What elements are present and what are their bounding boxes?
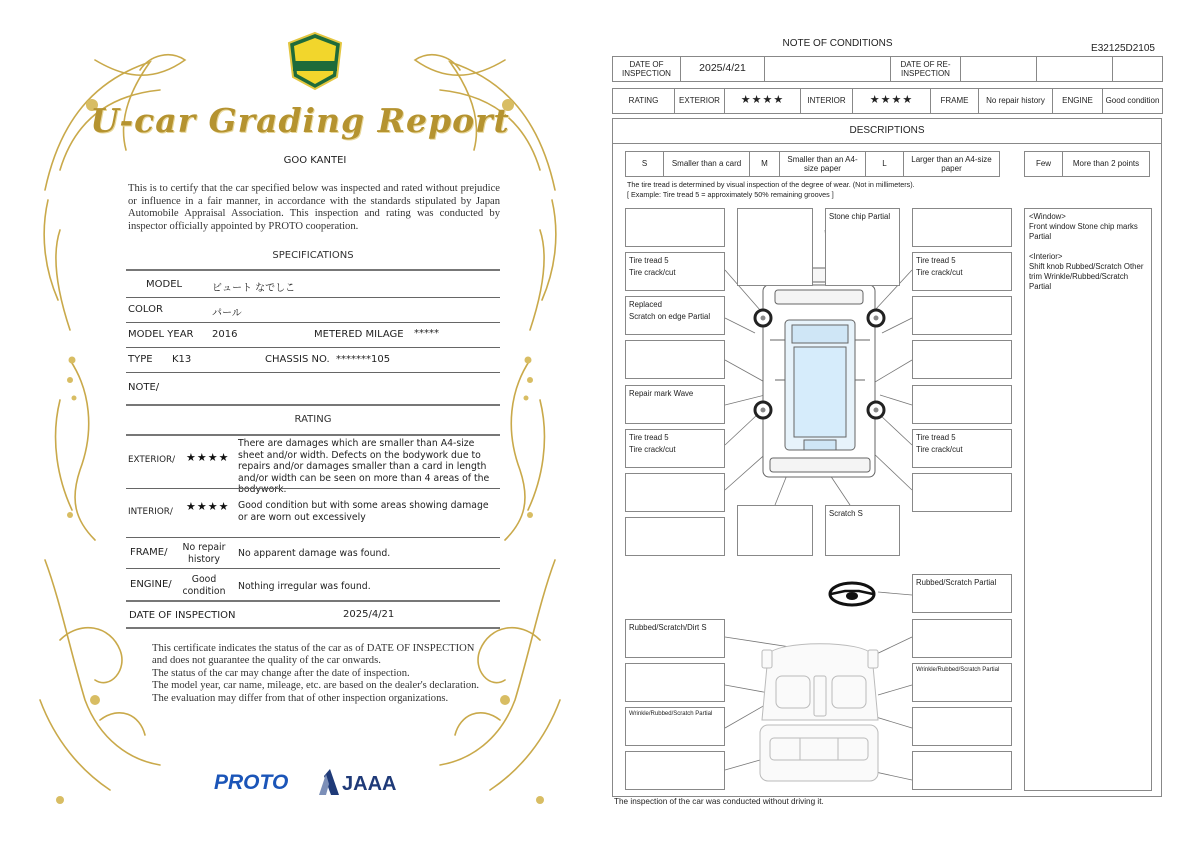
- interior-stars: ★★★★: [853, 89, 931, 114]
- footnote-line: This certificate indicates the status of the car as of DATE OF INSPECTION and does not guarantee the quality of the car onwards.: [152, 643, 475, 667]
- note-box-seat-right: [912, 663, 1012, 702]
- note-text: Wrinkle/Rubbed/Scratch Partial: [916, 667, 1000, 673]
- legend-m-desc: Smaller than an A4-size paper: [780, 152, 866, 177]
- not-driven-note: The inspection of the car was conducted without driving it.: [614, 797, 824, 806]
- note-box-empty: [625, 340, 725, 379]
- note-box-empty: [912, 473, 1012, 512]
- proto-logo: [214, 771, 288, 795]
- date-of-inspection-value: 2025/4/21: [343, 609, 395, 620]
- certificate-footnote: [152, 643, 482, 705]
- rating-label: RATING: [613, 89, 675, 114]
- descriptions-heading: DESCRIPTIONS: [612, 118, 1162, 144]
- jaaa-logo: JAAA: [342, 773, 397, 795]
- model-year-value: 2016: [212, 329, 238, 340]
- note-box-stone-chip: [825, 208, 900, 286]
- engine-value: Good condition: [1103, 89, 1163, 114]
- note-text: Tire tread 5: [629, 433, 669, 442]
- note-text: Rubbed/Scratch Partial: [916, 578, 997, 587]
- note-box-tire-front-left: [625, 252, 725, 291]
- frame-label: FRAME/: [130, 547, 168, 558]
- date-of-inspection-value: 2025/4/21: [681, 57, 765, 82]
- footnote-line: The model year, car name, mileage, etc. are based on the dealer's declaration.: [152, 680, 480, 692]
- color-value: パール: [212, 308, 242, 319]
- legend-few: Few: [1025, 152, 1063, 177]
- legend-m: M: [750, 152, 780, 177]
- legend-s: S: [626, 152, 664, 177]
- divider: [126, 434, 500, 436]
- note-text: Wrinkle/Rubbed/Scratch Partial: [629, 711, 713, 717]
- note-box-replaced: [625, 296, 725, 335]
- note-box-empty: [912, 751, 1012, 790]
- note-box-tire-front-right: [912, 252, 1012, 291]
- model-label: MODEL: [146, 279, 183, 290]
- divider: [126, 600, 500, 602]
- note-box-empty: [625, 473, 725, 512]
- report-code: E32125D2105: [1091, 43, 1155, 54]
- type-value: K13: [172, 354, 192, 365]
- exterior-label: EXTERIOR/: [128, 455, 176, 465]
- note-box-seat-left: [625, 707, 725, 746]
- note-box-empty: [625, 663, 725, 702]
- note-box-empty: [737, 208, 813, 286]
- date-of-inspection-label: DATE OF INSPECTION: [613, 57, 681, 82]
- note-box-scratch-s: [825, 505, 900, 556]
- divider: [126, 488, 500, 489]
- note-text: Stone chip Partial: [829, 212, 891, 221]
- frame-value: No repair history: [979, 89, 1053, 114]
- engine-label: ENGINE/: [130, 579, 172, 590]
- frame-description: No apparent damage was found.: [238, 548, 391, 559]
- interior-notes: [1029, 252, 1147, 292]
- window-notes-heading: <Window>: [1029, 212, 1066, 221]
- engine-value: Good condition: [182, 574, 226, 597]
- interior-description: Good condition but with some areas showing damage or are worn out excessively: [238, 500, 489, 523]
- window-notes: [1029, 212, 1147, 242]
- badge-icon: [287, 31, 343, 91]
- divider: [126, 297, 500, 298]
- conditions-title: NOTE OF CONDITIONS: [782, 38, 893, 49]
- note-box-empty: [737, 505, 813, 556]
- chassis-value: *******105: [336, 354, 391, 365]
- steering-wheel-icon: [830, 583, 874, 605]
- window-notes-text: Front window Stone chip marks Partial: [1029, 222, 1138, 241]
- rating-heading: RATING: [294, 414, 332, 425]
- note-box-empty: [625, 208, 725, 247]
- footnote-line: The status of the car may change after the date of inspection.: [152, 667, 410, 679]
- chassis-label: CHASSIS NO.: [265, 354, 330, 365]
- interior-label: INTERIOR/: [128, 507, 173, 517]
- note-text: Scratch on edge Partial: [629, 312, 711, 321]
- legend-s-desc: Smaller than a card: [664, 152, 750, 177]
- note-text: Tire crack/cut: [916, 445, 963, 454]
- note-text: Tire crack/cut: [629, 268, 676, 277]
- divider: [126, 322, 500, 323]
- note-text: Scratch S: [829, 509, 863, 518]
- note-text: Tire tread 5: [629, 256, 669, 265]
- interior-notes-heading: <Interior>: [1029, 252, 1063, 261]
- date-of-inspection-label: DATE OF INSPECTION: [129, 610, 236, 621]
- note-text: Replaced: [629, 300, 662, 309]
- note-box-dash: [625, 619, 725, 658]
- note-box-empty: [625, 751, 725, 790]
- footnote-line: The evaluation may differ from that of other inspection organizations.: [152, 692, 449, 704]
- exterior-stars: ★★★★: [186, 451, 230, 464]
- legend-few-desc: More than 2 points: [1063, 152, 1150, 177]
- frame-label: FRAME: [931, 89, 979, 114]
- divider: [126, 269, 500, 271]
- type-label: TYPE: [128, 354, 153, 365]
- report-title: U-car Grading Report: [90, 101, 510, 140]
- note-box-empty: [912, 208, 1012, 247]
- exterior-label: EXTERIOR: [675, 89, 725, 114]
- divider: [126, 404, 500, 406]
- divider: [126, 568, 500, 569]
- color-label: COLOR: [128, 304, 163, 315]
- note-box-tire-rear-left: [625, 429, 725, 468]
- note-box-steering: [912, 574, 1012, 613]
- exterior-stars: ★★★★: [725, 89, 801, 114]
- note-text: Tire crack/cut: [916, 268, 963, 277]
- model-value: ビュート なでしこ: [212, 283, 296, 294]
- tire-note-line: [ Example: Tire tread 5 = approximately 50% remaining grooves ]: [627, 189, 834, 199]
- specifications-heading: SPECIFICATIONS: [272, 250, 354, 261]
- note-box-empty: [912, 296, 1012, 335]
- divider: [126, 347, 500, 348]
- certify-text: This is to certify that the car specified below was inspected and rated without prejudice or influence in a fair manner, in accordance with the standards stipulated by Japan Automobile Appraisal Association. This inspection and rating was conducted by inspector officially appointed by PROTO cooperation.: [128, 183, 500, 232]
- note-box-empty: [625, 517, 725, 556]
- report-subtitle: GOO KANTEI: [283, 155, 347, 166]
- divider: [126, 537, 500, 538]
- legend-l: L: [866, 152, 904, 177]
- jaaa-logo-icon: [318, 768, 340, 796]
- proto-logo-text: PROTO: [214, 771, 289, 794]
- legend-l-desc: Larger than an A4-size paper: [904, 152, 1000, 177]
- note-box-repair-mark: [625, 385, 725, 424]
- tire-note-line: The tire tread is determined by visual inspection of the degree of wear. (Not in millimeters).: [627, 180, 915, 189]
- divider: [126, 372, 500, 373]
- note-box-tire-rear-right: [912, 429, 1012, 468]
- divider: [126, 627, 500, 629]
- mileage-value: *****: [414, 328, 439, 339]
- frame-value: No repair history: [182, 542, 226, 565]
- exterior-description: There are damages which are smaller than A4-size sheet and/or width. Defects on the bodywork due to repairs and/or damages smaller than a card in length and/or width can be seen on more than 4 areas of the bodywork.: [238, 438, 490, 496]
- interior-stars: ★★★★: [186, 500, 230, 513]
- interior-notes-text: Shift knob Rubbed/Scratch Other trim Wrinkle/Rubbed/Scratch Partial: [1029, 262, 1144, 291]
- additional-notes-panel: [1024, 208, 1152, 791]
- note-text: Tire tread 5: [916, 433, 956, 442]
- goo-kantei-badge: [287, 31, 343, 91]
- note-box-empty: [912, 385, 1012, 424]
- note-box-empty: [912, 340, 1012, 379]
- date-of-reinspection-label: DATE OF RE-INSPECTION: [891, 57, 961, 82]
- note-label: NOTE/: [128, 382, 160, 393]
- model-year-label: MODEL YEAR: [128, 329, 194, 340]
- note-text: Repair mark Wave: [629, 389, 694, 398]
- note-of-conditions: [600, 0, 1200, 848]
- engine-description: Nothing irregular was found.: [238, 581, 371, 592]
- note-text: Rubbed/Scratch/Dirt S: [629, 623, 707, 632]
- note-box-empty: [912, 707, 1012, 746]
- mileage-label: METERED MILAGE: [314, 329, 404, 340]
- engine-label: ENGINE: [1053, 89, 1103, 114]
- note-text: Tire tread 5: [916, 256, 956, 265]
- interior-label: INTERIOR: [801, 89, 853, 114]
- note-text: Tire crack/cut: [629, 445, 676, 454]
- note-box-empty: [912, 619, 1012, 658]
